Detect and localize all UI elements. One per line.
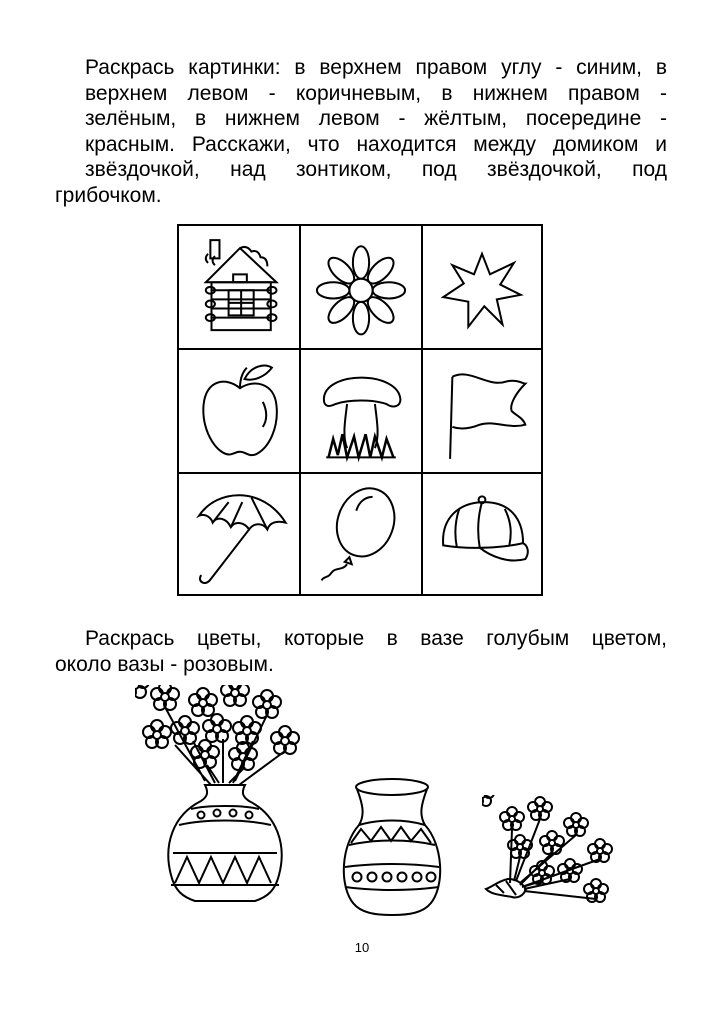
task1-line: красным. Расскажи, что находится между домиком и	[85, 132, 667, 156]
flower-bouquet-icon	[482, 795, 622, 915]
task2-text	[55, 626, 667, 677]
empty-vase[interactable]	[335, 775, 450, 920]
task1-line: зелёным, в нижнем левом - жёлтым, посередине -	[85, 107, 667, 130]
flag-icon	[425, 352, 539, 470]
grid-divider	[179, 472, 541, 474]
vase-with-flowers[interactable]	[135, 685, 325, 920]
task2-line: Раскрась цветы, которые в вазе голубым цветом,	[85, 627, 667, 650]
task2-line: около вазы - розовым.	[55, 652, 274, 676]
cap-icon	[425, 476, 539, 592]
grid-cell-house[interactable]	[183, 230, 297, 346]
task1-text	[55, 55, 667, 208]
vase-with-flowers-icon	[135, 685, 325, 920]
apple-icon	[183, 352, 297, 470]
task1-line: звёздочкой, над зонтиком, под звёздочкой, под	[85, 158, 667, 181]
grid-cell-flower[interactable]	[303, 230, 419, 346]
grid-cell-umbrella[interactable]	[183, 476, 297, 592]
flower-icon	[303, 230, 419, 346]
grid-divider	[421, 226, 423, 594]
grid-cell-balloon[interactable]	[303, 476, 419, 592]
mushroom-icon	[303, 352, 419, 470]
page-number: 10	[354, 940, 370, 955]
grid-cell-apple[interactable]	[183, 352, 297, 470]
grid-cell-flag[interactable]	[425, 352, 539, 470]
umbrella-icon	[183, 476, 297, 592]
grid-cell-cap[interactable]	[425, 476, 539, 592]
picture-grid	[177, 224, 543, 596]
grid-divider	[299, 226, 301, 594]
grid-divider	[179, 348, 541, 350]
balloon-icon	[303, 476, 419, 592]
grid-cell-star[interactable]	[425, 230, 539, 346]
house-icon	[183, 230, 297, 346]
task1-line: верхнем левом - коричневым, в нижнем правом -	[85, 81, 667, 105]
flower-bouquet[interactable]	[482, 795, 622, 915]
task1-line: грибочком.	[55, 183, 162, 207]
star-icon	[425, 230, 539, 346]
task1-line: Раскрась картинки: в верхнем правом углу - синим, в	[85, 56, 667, 79]
empty-vase-icon	[335, 775, 450, 920]
grid-cell-mushroom[interactable]	[303, 352, 419, 470]
